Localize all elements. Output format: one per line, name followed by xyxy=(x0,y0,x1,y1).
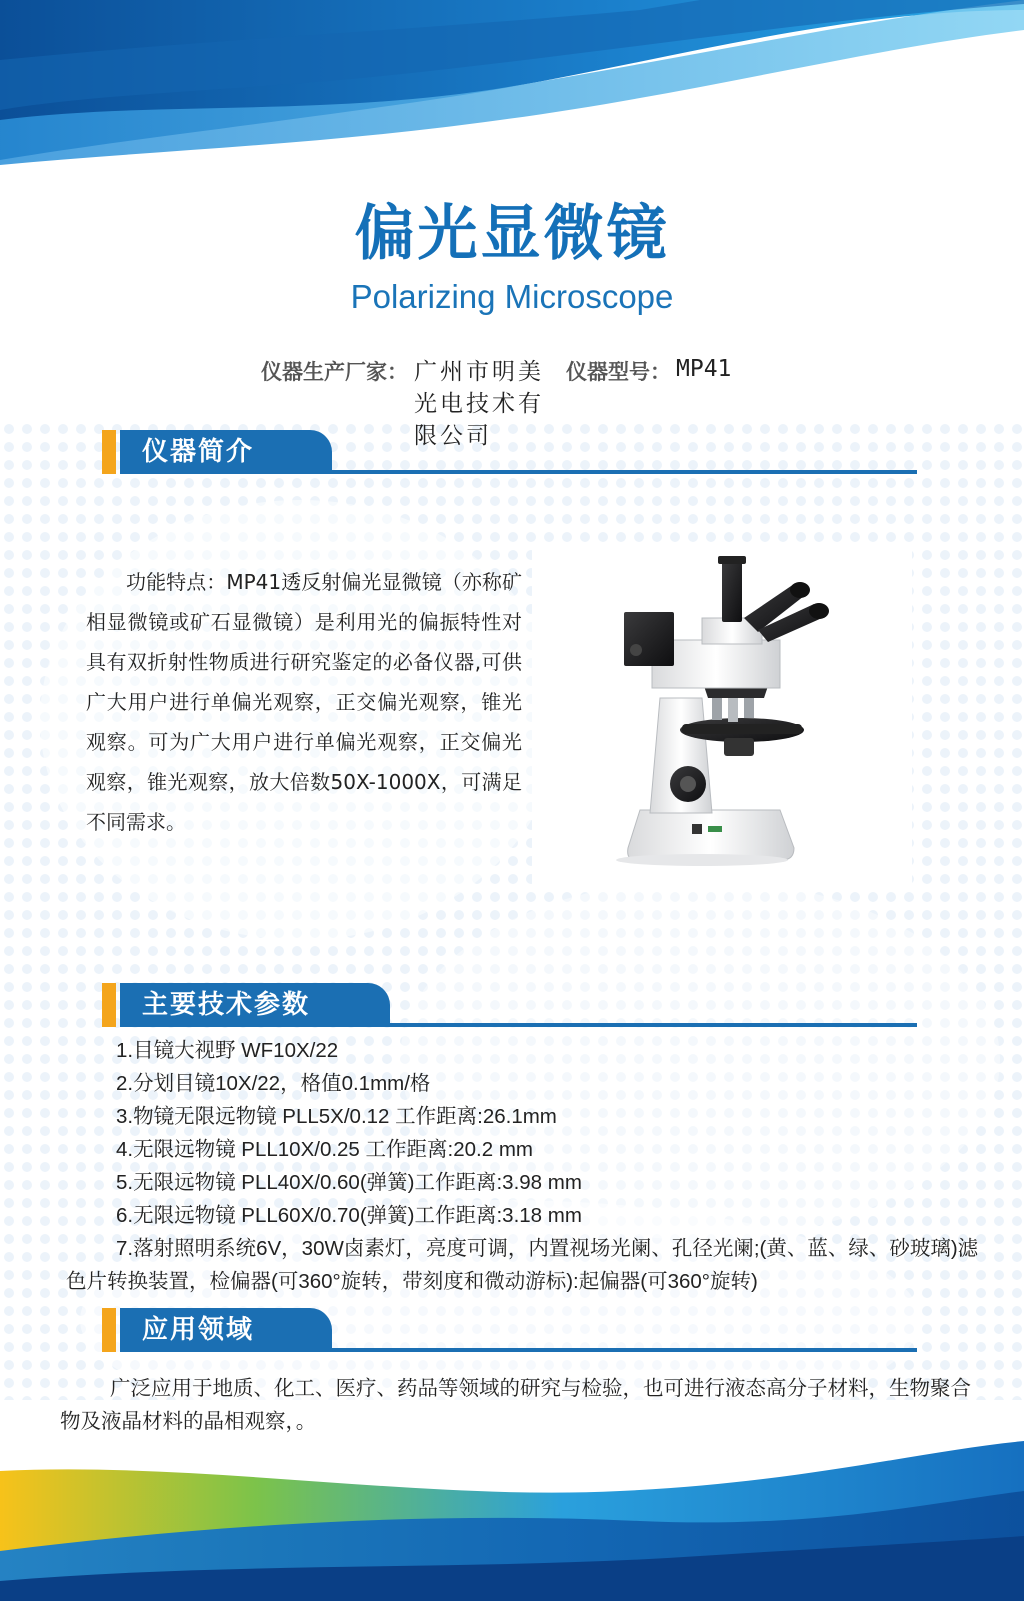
page-title-en: Polarizing Microscope xyxy=(350,278,674,315)
spec-item-1: 1.目镜大视野 WF10X/22 xyxy=(116,1039,339,1062)
page-title-cn: 偏光显微镜 xyxy=(354,199,670,269)
spec-item-6: 6.无限远物镜 PLL60X/0.70(弹簧)工作距离:3.18 mm xyxy=(116,1204,582,1227)
spec-item-3: 3.物镜无限远物镜 PLL5X/0.12 工作距离:26.1mm xyxy=(116,1105,557,1128)
section-header-intro xyxy=(102,430,917,474)
spec-list xyxy=(66,1034,986,1298)
spec-item-2: 2.分划目镜10X/22，格值0.1mm/格 xyxy=(116,1072,431,1095)
section-accent-bar xyxy=(102,983,116,1027)
section-title-specs: 主要技术参数 xyxy=(120,983,390,1027)
spec-item-5: 5.无限远物镜 PLL40X/0.60(弹簧)工作距离:3.98 mm xyxy=(116,1171,582,1194)
section-header-specs xyxy=(102,983,917,1027)
top-wave-banner xyxy=(0,0,1024,180)
application-paragraph: 广泛应用于地质、化工、医疗、药品等领域的研究与检验，也可进行液态高分子材料，生物聚合 物及液晶材料的晶相观察，。 xyxy=(60,1377,971,1433)
intro-paragraph xyxy=(86,562,522,842)
microscope-illustration xyxy=(532,548,912,888)
section-title-application: 应用领域 xyxy=(120,1308,332,1352)
microscope-photo xyxy=(532,548,912,888)
spec-item-7: 7.落射照明系统6V，30W卤素灯，亮度可调，内置视场光阑、孔径光阑;(黄、蓝、绿、砂玻璃)滤色片转换装置，检偏器(可360°旋转，带刻度和微动游标):起偏器(可360°旋转) xyxy=(66,1237,979,1293)
section-accent-bar xyxy=(102,1308,116,1352)
section-header-application xyxy=(102,1308,917,1352)
section-divider xyxy=(120,1348,917,1352)
section-divider xyxy=(120,1023,917,1027)
model-label: 仪器型号： xyxy=(566,360,671,384)
section-title-intro: 仪器简介 xyxy=(120,430,332,474)
intro-text: 功能特点：MP41透反射偏光显微镜（亦称矿相显微镜或矿石显微镜）是利用光的偏振特性对具有双折射性物质进行研究鉴定的必备仪器,可供广大用户进行单偏光观察，正交偏光观察，锥光观察。可为广大用户进行单偏光观察，正交偏光观察，锥光观察，放大倍数50X-1000X，可满足不同需求。 xyxy=(86,570,522,834)
bottom-wave-banner xyxy=(0,1431,1024,1601)
section-divider xyxy=(120,470,917,474)
manufacturer-label: 仪器生产厂家： xyxy=(261,360,408,384)
spec-item-4: 4.无限远物镜 PLL10X/0.25 工作距离:20.2 mm xyxy=(116,1138,533,1161)
section-accent-bar xyxy=(102,430,116,474)
model-value: MP41 xyxy=(676,356,732,382)
manufacturer-value: 广州市明美光电技术有限公司 xyxy=(414,359,544,449)
